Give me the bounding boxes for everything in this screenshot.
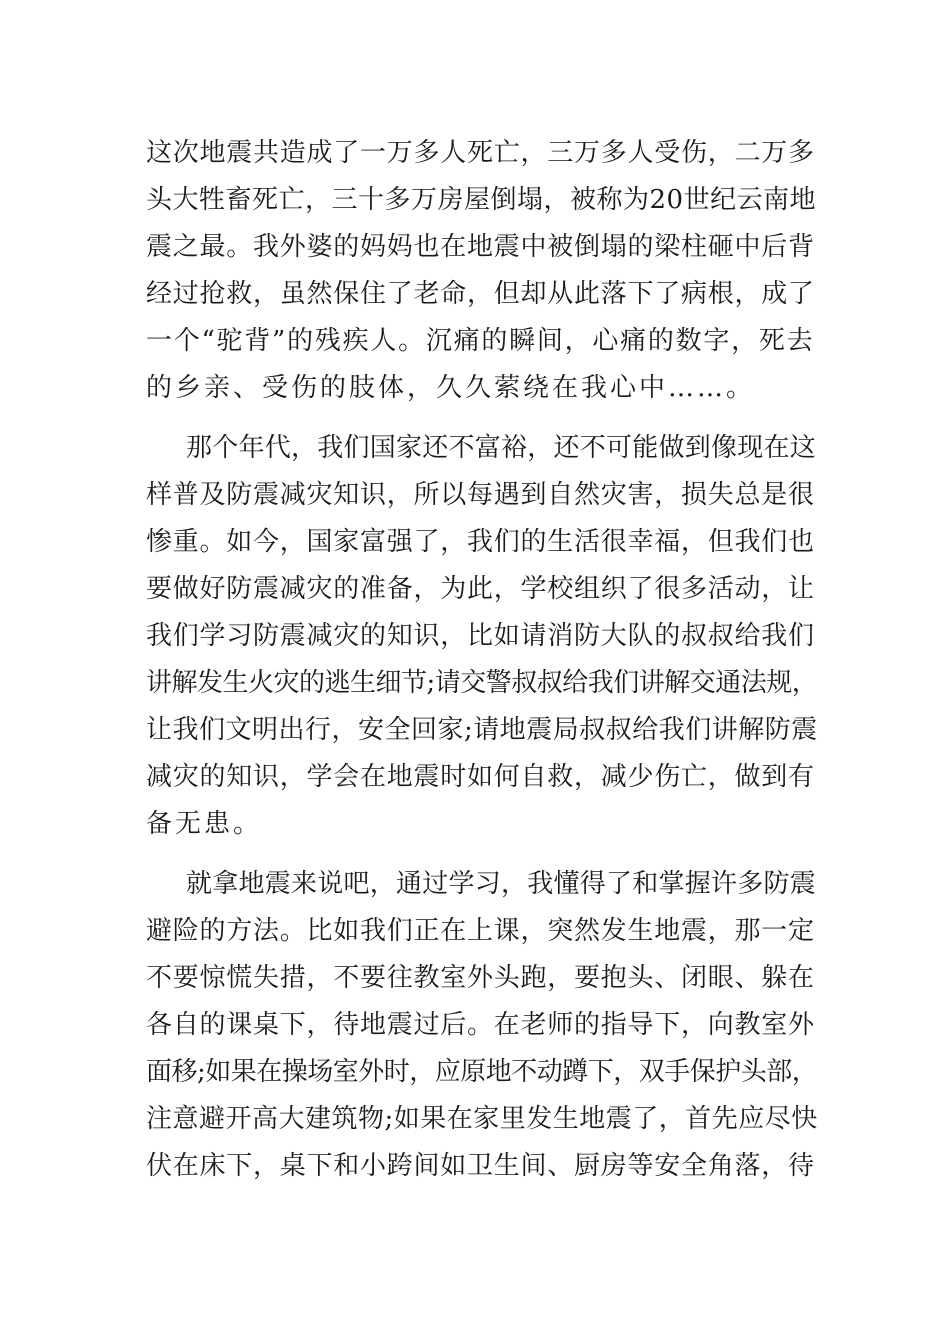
paragraph-3-line-3: 不要惊慌失措，不要往教室外头跑，要抱头、闭眼、躲在 <box>146 963 815 993</box>
paragraph-2-line-8: 减灾的知识，学会在地震时如何自救，减少伤亡，做到有 <box>146 762 815 792</box>
paragraph-1-line-4: 经过抢救，虽然保住了老命，但却从此落下了病根，成了 <box>146 279 815 309</box>
paragraph-1-line-2: 头大牲畜死亡，三十多万房屋倒塌，被称为20世纪云南地 <box>146 185 817 215</box>
paragraph-3-line-2: 避险的方法。比如我们正在上课，突然发生地震，那一定 <box>146 916 815 946</box>
paragraph-1-line-1: 这次地震共造成了一万多人死亡，三万多人受伤，二万多 <box>146 138 815 168</box>
paragraph-3-line-1: 就拿地震来说吧，通过学习，我懂得了和掌握许多防震 <box>186 869 817 899</box>
paragraph-3-line-7: 伏在床下，桌下和小跨间如卫生间、厨房等安全角落，待 <box>146 1151 815 1181</box>
paragraph-1-line-3: 震之最。我外婆的妈妈也在地震中被倒塌的梁柱砸中后背 <box>146 232 815 262</box>
paragraph-2-line-3: 惨重。如今，国家富强了，我们的生活很幸福，但我们也 <box>146 527 815 557</box>
paragraph-2-line-2: 样普及防震减灾知识，所以每遇到自然灾害，损失总是很 <box>146 480 815 510</box>
paragraph-2-line-7: 让我们文明出行，安全回家;请地震局叔叔给我们讲解防震 <box>146 715 818 745</box>
paragraph-2-line-1: 那个年代，我们国家还不富裕，还不可能做到像现在这 <box>186 433 817 463</box>
paragraph-2-line-5: 我们学习防震减灾的知识，比如请消防大队的叔叔给我们 <box>146 621 815 651</box>
paragraph-3-line-6: 注意避开高大建筑物;如果在家里发生地震了，首先应尽快 <box>146 1104 818 1134</box>
paragraph-3-line-4: 各自的课桌下，待地震过后。在老师的指导下，向教室外 <box>146 1010 815 1040</box>
paragraph-1-line-6: 的乡亲、受伤的肢体，久久萦绕在我心中……。 <box>146 373 756 403</box>
paragraph-2-line-9: 备无患。 <box>146 809 263 839</box>
paragraph-1-line-5: 一个“驼背”的残疾人。沉痛的瞬间，心痛的数字，死去 <box>146 326 815 356</box>
paragraph-2-line-4: 要做好防震减灾的准备，为此，学校组织了很多活动，让 <box>146 574 815 604</box>
paragraph-3-line-5: 面移;如果在操场室外时，应原地不动蹲下，双手保护头部， <box>146 1057 818 1087</box>
paragraph-2-line-6: 讲解发生火灾的逃生细节;请交警叔叔给我们讲解交通法规， <box>146 668 818 698</box>
